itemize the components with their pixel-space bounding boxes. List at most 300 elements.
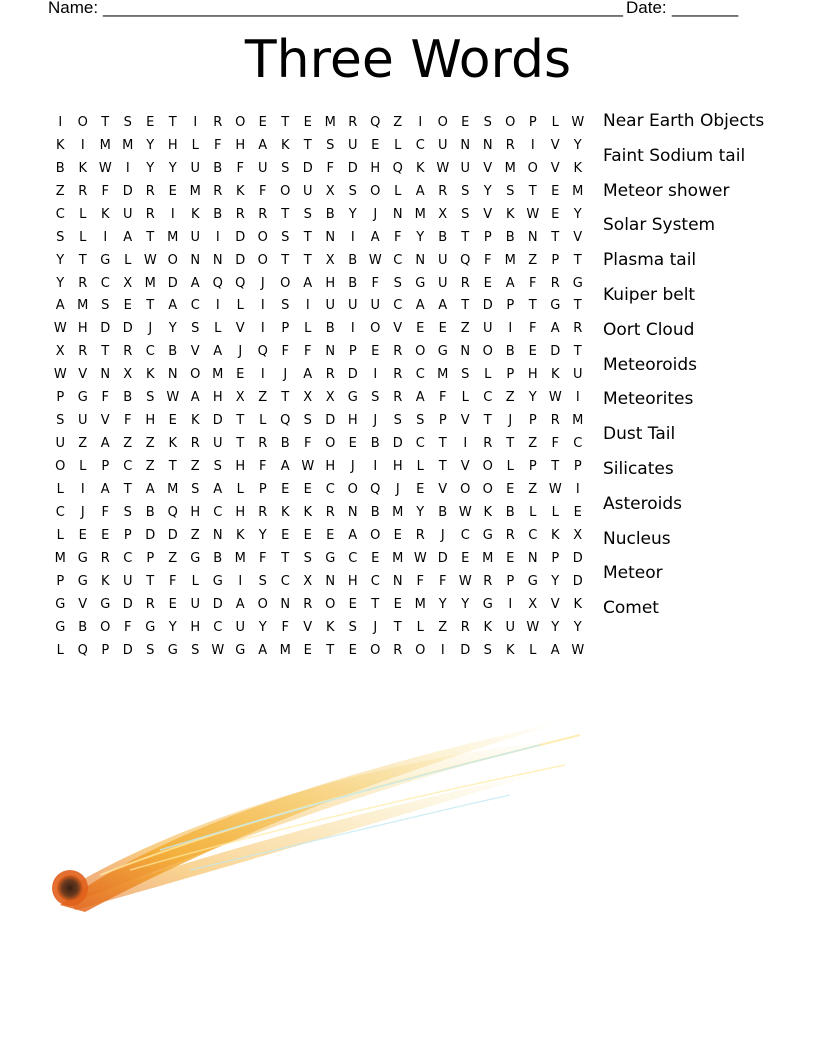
grid-letter[interactable]: S — [281, 298, 290, 314]
grid-letter[interactable]: B — [213, 550, 223, 566]
grid-letter[interactable]: I — [530, 137, 535, 153]
grid-letter[interactable]: Z — [145, 436, 155, 452]
grid-letter[interactable]: P — [551, 550, 560, 566]
grid-letter[interactable]: N — [280, 596, 291, 612]
grid-letter[interactable]: K — [280, 137, 290, 153]
grid-letter[interactable]: T — [146, 573, 155, 589]
grid-letter[interactable]: G — [325, 550, 336, 566]
grid-letter[interactable]: S — [393, 275, 402, 291]
grid-letter[interactable]: S — [191, 321, 200, 337]
grid-letter[interactable]: W — [548, 390, 562, 406]
grid-letter[interactable]: B — [213, 206, 223, 222]
grid-letter[interactable]: B — [438, 504, 448, 520]
grid-letter[interactable]: E — [326, 527, 335, 543]
grid-letter[interactable]: Y — [483, 183, 492, 199]
grid-letter[interactable]: B — [55, 160, 65, 176]
grid-letter[interactable]: S — [348, 619, 357, 635]
grid-letter[interactable]: T — [281, 206, 290, 222]
grid-letter[interactable]: R — [145, 596, 155, 612]
grid-letter[interactable]: T — [281, 550, 290, 566]
grid-letter[interactable]: G — [482, 596, 493, 612]
grid-letter[interactable]: T — [573, 252, 582, 268]
grid-letter[interactable]: V — [100, 413, 110, 429]
grid-letter[interactable]: N — [325, 344, 336, 360]
grid-letter[interactable]: H — [77, 321, 88, 337]
grid-letter[interactable]: P — [146, 550, 155, 566]
grid-letter[interactable]: U — [482, 321, 493, 337]
grid-letter[interactable]: E — [348, 436, 357, 452]
grid-letter[interactable]: D — [122, 183, 133, 199]
grid-letter[interactable]: N — [100, 367, 111, 383]
grid-letter[interactable]: P — [528, 114, 537, 130]
grid-letter[interactable]: S — [258, 573, 267, 589]
grid-letter[interactable]: A — [123, 229, 133, 245]
grid-letter[interactable]: H — [325, 459, 336, 475]
grid-letter[interactable]: I — [350, 229, 355, 245]
grid-letter[interactable]: C — [280, 573, 290, 589]
grid-letter[interactable]: K — [415, 160, 425, 176]
grid-letter[interactable]: N — [212, 252, 223, 268]
grid-letter[interactable]: E — [78, 527, 87, 543]
grid-letter[interactable]: O — [257, 229, 268, 245]
grid-letter[interactable]: U — [55, 436, 65, 452]
grid-letter[interactable]: E — [506, 550, 515, 566]
grid-letter[interactable]: R — [550, 275, 560, 291]
grid-letter[interactable]: H — [347, 573, 358, 589]
grid-letter[interactable]: Y — [573, 137, 582, 153]
grid-letter[interactable]: J — [373, 206, 378, 222]
grid-letter[interactable]: V — [550, 160, 560, 176]
grid-letter[interactable]: D — [325, 413, 336, 429]
grid-letter[interactable]: L — [79, 229, 87, 245]
grid-letter[interactable]: V — [438, 481, 448, 497]
grid-letter[interactable]: T — [438, 459, 447, 475]
grid-letter[interactable]: K — [145, 367, 155, 383]
grid-letter[interactable]: K — [78, 160, 88, 176]
grid-letter[interactable]: R — [235, 206, 245, 222]
name-field[interactable]: _______________________________________________________ — [103, 0, 624, 17]
grid-letter[interactable]: Z — [528, 436, 538, 452]
grid-letter[interactable]: P — [56, 573, 65, 589]
grid-letter[interactable]: M — [437, 367, 449, 383]
grid-letter[interactable]: V — [460, 459, 470, 475]
grid-letter[interactable]: C — [528, 527, 538, 543]
grid-letter[interactable]: A — [258, 137, 268, 153]
grid-letter[interactable]: B — [325, 321, 335, 337]
grid-letter[interactable]: K — [168, 436, 178, 452]
grid-letter[interactable]: V — [393, 321, 403, 337]
grid-letter[interactable]: V — [550, 137, 560, 153]
grid-letter[interactable]: C — [460, 527, 470, 543]
grid-letter[interactable]: O — [415, 344, 426, 360]
grid-letter[interactable]: R — [348, 114, 358, 130]
grid-letter[interactable]: R — [100, 550, 110, 566]
grid-letter[interactable]: I — [508, 596, 513, 612]
grid-letter[interactable]: W — [413, 550, 427, 566]
grid-letter[interactable]: T — [168, 459, 177, 475]
grid-letter[interactable]: R — [325, 367, 335, 383]
grid-letter[interactable]: T — [123, 481, 132, 497]
grid-letter[interactable]: E — [303, 642, 312, 658]
grid-letter[interactable]: T — [101, 344, 110, 360]
grid-letter[interactable]: O — [190, 367, 201, 383]
grid-letter[interactable]: S — [461, 367, 470, 383]
grid-letter[interactable]: H — [235, 459, 246, 475]
grid-letter[interactable]: Z — [168, 550, 178, 566]
grid-letter[interactable]: Z — [528, 252, 538, 268]
grid-letter[interactable]: L — [124, 252, 132, 268]
grid-letter[interactable]: F — [281, 344, 289, 360]
grid-letter[interactable]: I — [260, 367, 265, 383]
grid-letter[interactable]: A — [370, 229, 380, 245]
grid-letter[interactable]: Q — [235, 275, 246, 291]
grid-letter[interactable]: I — [238, 573, 243, 589]
grid-letter[interactable]: R — [505, 137, 515, 153]
grid-letter[interactable]: O — [257, 252, 268, 268]
grid-letter[interactable]: E — [168, 596, 177, 612]
grid-letter[interactable]: Z — [393, 114, 403, 130]
grid-letter[interactable]: B — [370, 504, 380, 520]
grid-letter[interactable]: G — [212, 573, 223, 589]
grid-letter[interactable]: K — [55, 137, 65, 153]
grid-letter[interactable]: N — [460, 137, 471, 153]
grid-letter[interactable]: B — [168, 344, 178, 360]
grid-letter[interactable]: O — [527, 160, 538, 176]
grid-letter[interactable]: G — [100, 252, 111, 268]
grid-letter[interactable]: H — [235, 504, 246, 520]
grid-letter[interactable]: F — [326, 160, 334, 176]
grid-letter[interactable]: C — [370, 573, 380, 589]
grid-letter[interactable]: L — [236, 481, 244, 497]
grid-letter[interactable]: T — [281, 114, 290, 130]
grid-letter[interactable]: H — [235, 137, 246, 153]
grid-letter[interactable]: U — [437, 137, 448, 153]
grid-letter[interactable]: S — [281, 160, 290, 176]
grid-letter[interactable]: R — [145, 206, 155, 222]
grid-letter[interactable]: R — [325, 504, 335, 520]
grid-letter[interactable]: L — [461, 390, 469, 406]
grid-letter[interactable]: R — [78, 344, 88, 360]
grid-letter[interactable]: O — [437, 114, 448, 130]
grid-letter[interactable]: D — [392, 436, 403, 452]
grid-letter[interactable]: D — [347, 160, 358, 176]
grid-letter[interactable]: G — [55, 596, 66, 612]
grid-letter[interactable]: V — [483, 206, 493, 222]
grid-letter[interactable]: A — [303, 367, 313, 383]
grid-letter[interactable]: F — [439, 390, 447, 406]
grid-letter[interactable]: O — [370, 527, 381, 543]
grid-letter[interactable]: D — [235, 229, 246, 245]
grid-letter[interactable]: Y — [348, 206, 357, 222]
grid-letter[interactable]: B — [505, 229, 515, 245]
grid-letter[interactable]: S — [461, 206, 470, 222]
grid-letter[interactable]: V — [78, 367, 88, 383]
grid-letter[interactable]: M — [144, 275, 156, 291]
grid-letter[interactable]: L — [551, 504, 559, 520]
grid-letter[interactable]: S — [371, 390, 380, 406]
grid-letter[interactable]: D — [167, 527, 178, 543]
grid-letter[interactable]: L — [56, 481, 64, 497]
grid-letter[interactable]: T — [551, 229, 560, 245]
grid-letter[interactable]: O — [482, 459, 493, 475]
grid-letter[interactable]: O — [482, 481, 493, 497]
grid-letter[interactable]: S — [56, 413, 65, 429]
grid-letter[interactable]: R — [460, 275, 470, 291]
grid-letter[interactable]: B — [348, 275, 358, 291]
grid-letter[interactable]: O — [370, 321, 381, 337]
grid-letter[interactable]: S — [123, 114, 132, 130]
grid-letter[interactable]: U — [77, 413, 88, 429]
grid-letter[interactable]: N — [392, 573, 403, 589]
grid-letter[interactable]: F — [484, 252, 492, 268]
grid-letter[interactable]: E — [371, 550, 380, 566]
grid-letter[interactable]: H — [145, 413, 156, 429]
grid-letter[interactable]: P — [101, 459, 110, 475]
grid-letter[interactable]: S — [348, 183, 357, 199]
grid-letter[interactable]: T — [461, 298, 470, 314]
grid-letter[interactable]: L — [506, 459, 514, 475]
grid-letter[interactable]: P — [506, 298, 515, 314]
grid-letter[interactable]: U — [505, 619, 515, 635]
grid-letter[interactable]: L — [191, 573, 199, 589]
grid-letter[interactable]: M — [504, 252, 516, 268]
grid-letter[interactable]: J — [395, 481, 400, 497]
grid-letter[interactable]: D — [122, 596, 133, 612]
grid-letter[interactable]: Y — [438, 596, 447, 612]
grid-letter[interactable]: O — [55, 459, 66, 475]
grid-letter[interactable]: J — [148, 321, 153, 337]
grid-letter[interactable]: F — [259, 183, 267, 199]
grid-letter[interactable]: S — [506, 183, 515, 199]
grid-letter[interactable]: F — [214, 137, 222, 153]
grid-letter[interactable]: G — [235, 642, 246, 658]
grid-letter[interactable]: M — [392, 504, 404, 520]
grid-letter[interactable]: F — [304, 436, 312, 452]
grid-letter[interactable]: T — [438, 436, 447, 452]
grid-letter[interactable]: P — [506, 367, 515, 383]
grid-letter[interactable]: F — [394, 229, 402, 245]
grid-letter[interactable]: P — [123, 527, 132, 543]
grid-letter[interactable]: S — [393, 413, 402, 429]
grid-letter[interactable]: R — [190, 436, 200, 452]
grid-letter[interactable]: S — [326, 137, 335, 153]
grid-letter[interactable]: E — [371, 344, 380, 360]
grid-letter[interactable]: N — [460, 344, 471, 360]
grid-letter[interactable]: A — [168, 298, 178, 314]
grid-letter[interactable]: R — [258, 504, 268, 520]
grid-letter[interactable]: B — [438, 229, 448, 245]
grid-letter[interactable]: X — [123, 367, 133, 383]
grid-letter[interactable]: Z — [78, 436, 88, 452]
grid-letter[interactable]: N — [190, 252, 201, 268]
grid-letter[interactable]: I — [418, 114, 423, 130]
grid-letter[interactable]: A — [280, 459, 290, 475]
grid-letter[interactable]: W — [458, 573, 472, 589]
grid-letter[interactable]: M — [414, 596, 426, 612]
grid-letter[interactable]: M — [167, 481, 179, 497]
grid-letter[interactable]: K — [573, 160, 583, 176]
grid-letter[interactable]: S — [416, 413, 425, 429]
grid-letter[interactable]: E — [348, 642, 357, 658]
grid-letter[interactable]: T — [551, 459, 560, 475]
grid-letter[interactable]: Z — [438, 619, 448, 635]
grid-letter[interactable]: K — [505, 206, 515, 222]
grid-letter[interactable]: Q — [257, 344, 268, 360]
grid-letter[interactable]: P — [56, 390, 65, 406]
grid-letter[interactable]: W — [98, 160, 112, 176]
grid-letter[interactable]: E — [506, 481, 515, 497]
grid-letter[interactable]: K — [280, 504, 290, 520]
grid-letter[interactable]: M — [414, 206, 426, 222]
grid-letter[interactable]: B — [505, 504, 515, 520]
grid-letter[interactable]: E — [461, 114, 470, 130]
grid-letter[interactable]: Q — [77, 642, 88, 658]
grid-letter[interactable]: L — [56, 527, 64, 543]
grid-letter[interactable]: C — [145, 344, 155, 360]
grid-letter[interactable]: B — [370, 436, 380, 452]
grid-letter[interactable]: Y — [461, 596, 470, 612]
grid-letter[interactable]: C — [393, 252, 403, 268]
grid-letter[interactable]: E — [416, 481, 425, 497]
grid-letter[interactable]: C — [123, 459, 133, 475]
grid-letter[interactable]: S — [101, 298, 110, 314]
grid-letter[interactable]: S — [123, 504, 132, 520]
grid-letter[interactable]: Y — [146, 137, 155, 153]
grid-letter[interactable]: C — [55, 504, 65, 520]
grid-letter[interactable]: U — [572, 367, 583, 383]
grid-letter[interactable]: X — [303, 390, 313, 406]
grid-letter[interactable]: X — [438, 206, 448, 222]
grid-letter[interactable]: Z — [258, 390, 268, 406]
grid-letter[interactable]: R — [415, 527, 425, 543]
grid-letter[interactable]: U — [370, 298, 380, 314]
grid-letter[interactable]: K — [483, 619, 493, 635]
grid-letter[interactable]: O — [460, 481, 471, 497]
grid-letter[interactable]: A — [348, 527, 358, 543]
grid-letter[interactable]: U — [347, 137, 358, 153]
grid-letter[interactable]: O — [370, 183, 381, 199]
grid-letter[interactable]: T — [303, 252, 312, 268]
grid-letter[interactable]: S — [483, 114, 492, 130]
grid-letter[interactable]: S — [303, 413, 312, 429]
grid-letter[interactable]: F — [304, 344, 312, 360]
grid-letter[interactable]: Z — [528, 481, 538, 497]
grid-letter[interactable]: D — [302, 160, 313, 176]
grid-letter[interactable]: N — [347, 504, 358, 520]
grid-letter[interactable]: E — [551, 206, 560, 222]
grid-letter[interactable]: F — [101, 183, 109, 199]
grid-letter[interactable]: A — [550, 642, 560, 658]
grid-letter[interactable]: L — [304, 321, 312, 337]
grid-letter[interactable]: S — [146, 390, 155, 406]
grid-letter[interactable]: D — [235, 252, 246, 268]
grid-letter[interactable]: G — [77, 573, 88, 589]
grid-letter[interactable]: D — [437, 550, 448, 566]
grid-letter[interactable]: C — [415, 436, 425, 452]
grid-letter[interactable]: Y — [573, 206, 582, 222]
grid-letter[interactable]: U — [122, 573, 133, 589]
grid-letter[interactable]: Q — [212, 275, 223, 291]
grid-letter[interactable]: A — [55, 298, 65, 314]
grid-letter[interactable]: A — [303, 275, 313, 291]
grid-letter[interactable]: S — [303, 550, 312, 566]
grid-letter[interactable]: M — [234, 550, 246, 566]
grid-letter[interactable]: M — [279, 642, 291, 658]
grid-letter[interactable]: N — [325, 229, 336, 245]
grid-letter[interactable]: O — [100, 619, 111, 635]
grid-letter[interactable]: B — [145, 504, 155, 520]
grid-letter[interactable]: D — [572, 550, 583, 566]
grid-letter[interactable]: T — [461, 229, 470, 245]
grid-letter[interactable]: H — [212, 390, 223, 406]
grid-letter[interactable]: P — [551, 252, 560, 268]
grid-letter[interactable]: I — [215, 229, 220, 245]
grid-letter[interactable]: K — [550, 367, 560, 383]
grid-letter[interactable]: R — [505, 527, 515, 543]
grid-letter[interactable]: Z — [123, 436, 133, 452]
grid-letter[interactable]: W — [301, 459, 315, 475]
grid-letter[interactable]: I — [58, 114, 63, 130]
grid-letter[interactable]: Y — [551, 619, 560, 635]
grid-letter[interactable]: G — [572, 275, 583, 291]
grid-letter[interactable]: E — [303, 527, 312, 543]
grid-letter[interactable]: R — [550, 413, 560, 429]
grid-letter[interactable]: A — [190, 390, 200, 406]
grid-letter[interactable]: F — [281, 619, 289, 635]
grid-letter[interactable]: B — [78, 619, 88, 635]
grid-letter[interactable]: K — [100, 573, 110, 589]
grid-letter[interactable]: I — [440, 642, 445, 658]
grid-letter[interactable]: T — [326, 642, 335, 658]
grid-letter[interactable]: P — [438, 413, 447, 429]
grid-letter[interactable]: H — [190, 619, 201, 635]
grid-letter[interactable]: C — [415, 137, 425, 153]
grid-letter[interactable]: N — [415, 252, 426, 268]
grid-letter[interactable]: M — [77, 298, 89, 314]
grid-letter[interactable]: C — [393, 298, 403, 314]
grid-letter[interactable]: O — [280, 275, 291, 291]
grid-letter[interactable]: A — [415, 298, 425, 314]
grid-letter[interactable]: C — [483, 390, 493, 406]
grid-letter[interactable]: R — [145, 183, 155, 199]
grid-letter[interactable]: I — [508, 321, 513, 337]
grid-letter[interactable]: M — [212, 367, 224, 383]
grid-letter[interactable]: Y — [258, 527, 267, 543]
grid-letter[interactable]: W — [166, 390, 180, 406]
grid-letter[interactable]: T — [393, 619, 402, 635]
grid-letter[interactable]: H — [190, 504, 201, 520]
grid-letter[interactable]: L — [236, 298, 244, 314]
grid-letter[interactable]: E — [303, 114, 312, 130]
grid-letter[interactable]: I — [80, 137, 85, 153]
grid-letter[interactable]: N — [527, 550, 538, 566]
grid-letter[interactable]: G — [55, 619, 66, 635]
grid-letter[interactable]: D — [550, 344, 561, 360]
grid-letter[interactable]: A — [505, 275, 515, 291]
grid-letter[interactable]: U — [257, 160, 268, 176]
grid-letter[interactable]: E — [303, 481, 312, 497]
grid-letter[interactable]: Y — [528, 390, 537, 406]
grid-letter[interactable]: O — [77, 114, 88, 130]
grid-letter[interactable]: M — [324, 114, 336, 130]
grid-letter[interactable]: P — [348, 344, 357, 360]
grid-letter[interactable]: O — [415, 642, 426, 658]
grid-letter[interactable]: G — [482, 527, 493, 543]
grid-letter[interactable]: L — [56, 642, 64, 658]
grid-letter[interactable]: G — [415, 275, 426, 291]
grid-letter[interactable]: U — [302, 183, 313, 199]
grid-letter[interactable]: D — [460, 642, 471, 658]
